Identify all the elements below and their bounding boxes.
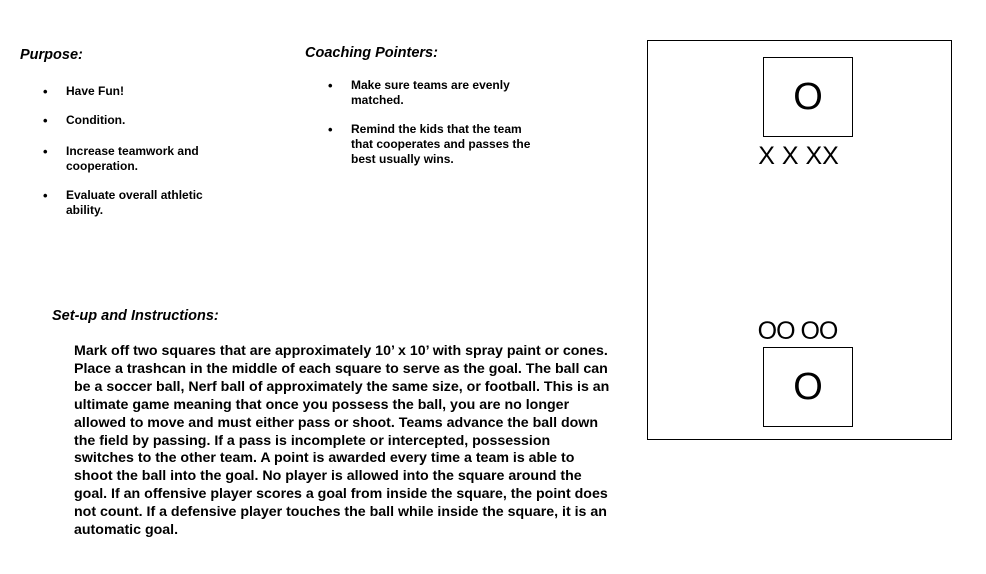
coaching-item: • Remind the kids that the team that cooperates and passes the best usually wins. (351, 122, 531, 167)
coaching-item: • Make sure teams are evenly matched. (351, 78, 531, 108)
goal-marker-top: O (793, 75, 823, 118)
goal-square-top (763, 57, 853, 137)
setup-heading: Set-up and Instructions: (52, 308, 219, 324)
team-o-players: OO OO (757, 317, 838, 345)
purpose-item: • Condition. (66, 113, 236, 128)
purpose-heading: Purpose: (20, 47, 83, 63)
goal-marker-bottom: O (793, 365, 823, 408)
field-diagram (647, 40, 952, 440)
purpose-list (66, 84, 236, 232)
purpose-item: • Evaluate overall athletic ability. (66, 188, 236, 218)
team-x-players: X X XX (758, 142, 839, 170)
instructions-text: Mark off two squares that are approximately 10’ x 10’ with spray paint or cones. Place a trashcan in the middle of each square to serve as the goal. The ball can be a soccer ball, Nerf ball of approximately the same size, or football. This is an ultimate game meaning that once you possess the ball, you are no longer allowed to move and must either pass or shoot. Teams advance the ball down the field by passing. If a pass is incomplete or intercepted, possession switches to the other team. A point is awarded every time a team is able to shoot the ball into the goal. No player is allowed into the square around the goal. If an offensive player scores a goal from inside the square, the point does not count. If a defensive player touches the ball while inside the square, it is an automatic goal. (74, 343, 610, 539)
coaching-heading: Coaching Pointers: (305, 45, 438, 61)
goal-square-bottom (763, 347, 853, 427)
purpose-item: • Increase teamwork and cooperation. (66, 144, 236, 174)
coaching-list (351, 78, 531, 181)
purpose-item: • Have Fun! (66, 84, 236, 99)
